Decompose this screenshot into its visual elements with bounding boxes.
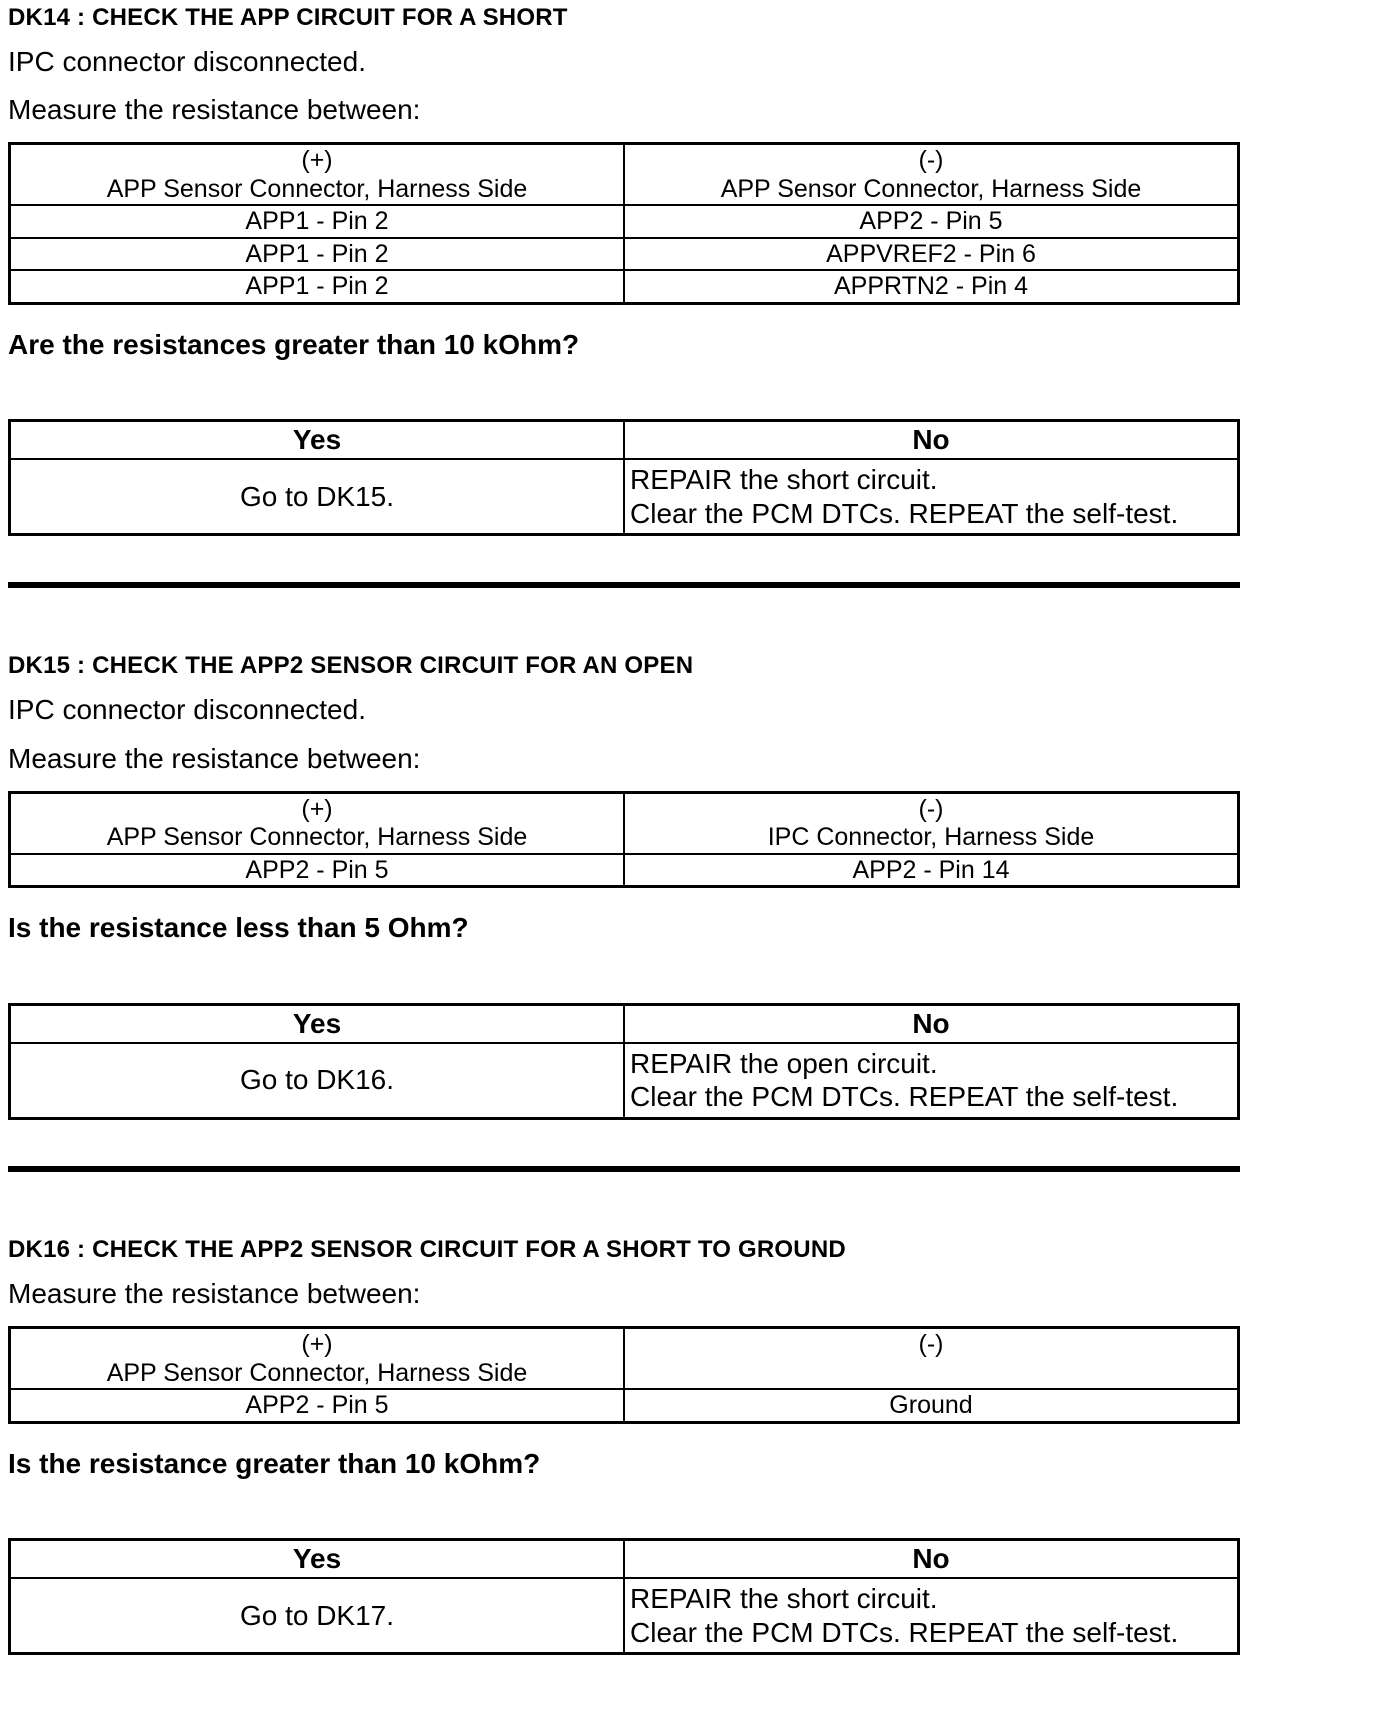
instruction-text: Measure the resistance between:: [8, 742, 421, 774]
measurement-row: [10, 238, 1239, 271]
positive-measure-point: APP1 - Pin 2: [10, 270, 625, 303]
measurement-row: [10, 205, 1239, 238]
pinpoint-test-dk15: [8, 652, 1240, 1119]
no-action-line: Clear the PCM DTCs. REPEAT the self-test.: [630, 1081, 1179, 1113]
no-column-header: No: [624, 1539, 1239, 1578]
decision-row: [10, 1578, 1239, 1654]
positive-measure-point: APP1 - Pin 2: [10, 205, 625, 238]
positive-column-header: [10, 144, 625, 206]
pinpoint-test-dk14: [8, 4, 1240, 536]
measurement-row: [10, 1389, 1239, 1422]
table-header-row: [10, 1328, 1239, 1390]
question-text: Is the resistance less than 5 Ohm?: [8, 912, 469, 944]
yes-action-cell: Go to DK16.: [10, 1043, 625, 1119]
measurement-row: [10, 270, 1239, 303]
negative-measure-point: APP2 - Pin 14: [624, 854, 1239, 887]
measurement-table: [8, 1326, 1240, 1424]
no-action-line: REPAIR the short circuit.: [630, 464, 938, 496]
polarity-label: (-): [918, 146, 944, 175]
yes-column-header: Yes: [10, 1539, 625, 1578]
yes-action-cell: Go to DK15.: [10, 459, 625, 535]
decision-header-row: [10, 1539, 1239, 1578]
step-heading: DK15 : CHECK THE APP2 SENSOR CIRCUIT FOR AN OPEN: [8, 652, 694, 680]
positive-measure-point: APP2 - Pin 5: [10, 854, 625, 887]
connector-label: APP Sensor Connector, Harness Side: [106, 823, 528, 852]
decision-header-row: [10, 1004, 1239, 1043]
measurement-table: [8, 142, 1240, 305]
connector-label: APP Sensor Connector, Harness Side: [106, 174, 528, 203]
negative-measure-point: Ground: [624, 1389, 1239, 1422]
negative-column-header: [624, 1328, 1239, 1390]
positive-column-header: [10, 1328, 625, 1390]
positive-measure-point: APP2 - Pin 5: [10, 1389, 625, 1422]
no-action-cell: [624, 459, 1239, 535]
no-action-cell: [624, 1043, 1239, 1119]
connector-label: APP Sensor Connector, Harness Side: [720, 174, 1142, 203]
polarity-label: (+): [301, 794, 333, 823]
no-column-header: No: [624, 421, 1239, 460]
pinpoint-test-dk16: [8, 1236, 1240, 1655]
connector-label: IPC Connector, Harness Side: [767, 823, 1095, 852]
yes-column-header: Yes: [10, 1004, 625, 1043]
yes-action-cell: Go to DK17.: [10, 1578, 625, 1654]
yes-column-header: Yes: [10, 421, 625, 460]
decision-row: [10, 1043, 1239, 1119]
negative-column-header: [624, 144, 1239, 206]
positive-column-header: [10, 792, 625, 854]
no-action-line: Clear the PCM DTCs. REPEAT the self-test.: [630, 497, 1179, 529]
polarity-label: (+): [301, 1330, 333, 1359]
section-divider: [8, 582, 1240, 588]
positive-measure-point: APP1 - Pin 2: [10, 238, 625, 271]
step-heading: DK16 : CHECK THE APP2 SENSOR CIRCUIT FOR A SHORT TO GROUND: [8, 1235, 846, 1263]
negative-measure-point: APPVREF2 - Pin 6: [624, 238, 1239, 271]
instruction-text: Measure the resistance between:: [8, 94, 421, 126]
measurement-row: [10, 854, 1239, 887]
no-action-line: REPAIR the open circuit.: [630, 1047, 938, 1079]
polarity-label: (+): [301, 146, 333, 175]
decision-table: [8, 1538, 1240, 1655]
polarity-label: (-): [918, 1330, 944, 1359]
decision-table: [8, 1003, 1240, 1120]
question-text: Is the resistance greater than 10 kOhm?: [8, 1447, 541, 1479]
no-column-header: No: [624, 1004, 1239, 1043]
no-action-line: REPAIR the short circuit.: [630, 1582, 938, 1614]
step-heading: DK14 : CHECK THE APP CIRCUIT FOR A SHORT: [8, 4, 568, 31]
note-text: IPC connector disconnected.: [8, 694, 366, 726]
negative-column-header: [624, 792, 1239, 854]
negative-measure-point: APP2 - Pin 5: [624, 205, 1239, 238]
no-action-line: Clear the PCM DTCs. REPEAT the self-test.: [630, 1616, 1179, 1648]
decision-header-row: [10, 421, 1239, 460]
measurement-table: [8, 791, 1240, 889]
table-header-row: [10, 792, 1239, 854]
decision-row: [10, 459, 1239, 535]
connector-label: APP Sensor Connector, Harness Side: [106, 1358, 528, 1387]
polarity-label: (-): [918, 794, 944, 823]
table-header-row: [10, 144, 1239, 206]
question-text: Are the resistances greater than 10 kOhm?: [8, 328, 580, 360]
no-action-cell: [624, 1578, 1239, 1654]
decision-table: [8, 419, 1240, 536]
note-text: IPC connector disconnected.: [8, 46, 366, 77]
instruction-text: Measure the resistance between:: [8, 1277, 421, 1309]
section-divider: [8, 1166, 1240, 1172]
negative-measure-point: APPRTN2 - Pin 4: [624, 270, 1239, 303]
